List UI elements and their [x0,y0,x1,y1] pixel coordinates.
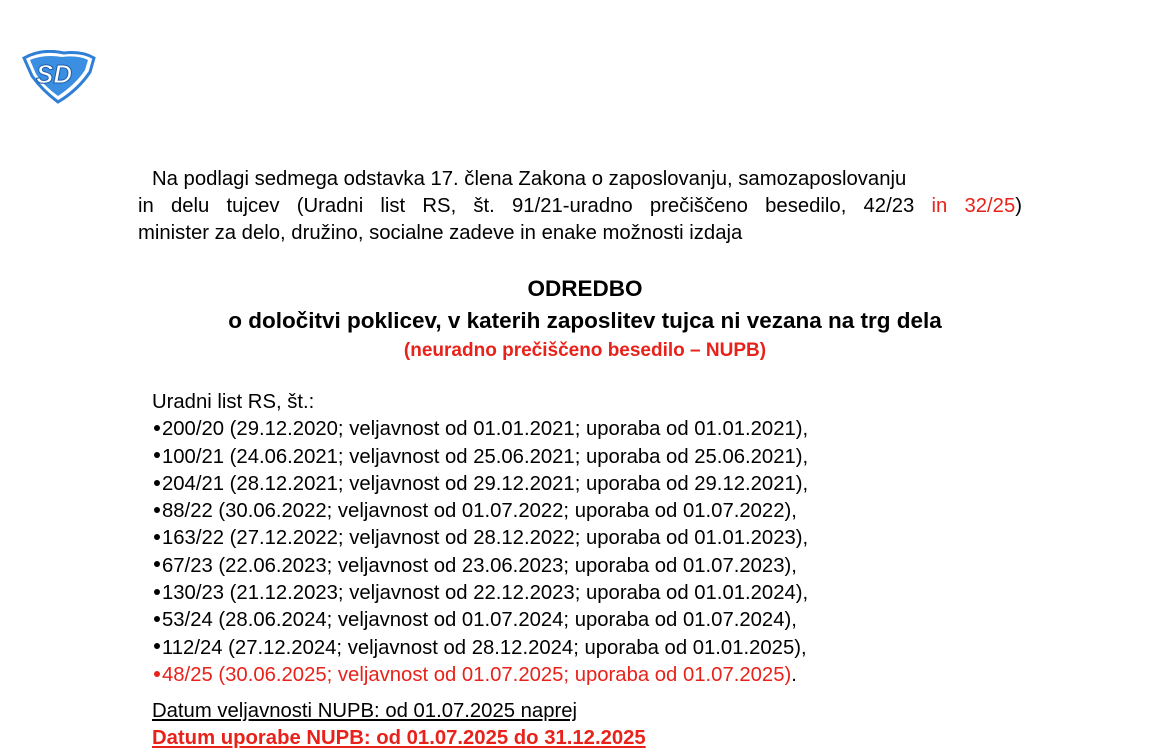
intro-amendment-ref: in 32/25 [931,195,1016,217]
intro-line-1: Na podlagi sedmega odstavka 17. člena Zakona o zaposlovanju, samozaposlovanju [152,168,907,190]
document-title-note: (neuradno prečiščeno besedilo – NUPB) [403,340,767,361]
document-title: ODREDBO [527,276,643,301]
list-item: 112/24 (27.12.2024; veljavnost od 28.12.2024; uporaba od 01.01.2025), [152,635,808,662]
list-item: 163/22 (27.12.2022; veljavnost od 28.12.2022; uporaba od 01.01.2023), [152,525,808,552]
bullet-icon [154,507,160,513]
gazette-reference-list [152,416,808,689]
intro-line-2-text: in delu tujcev (Uradni list RS, št. 91/21-uradno prečiščeno besedilo, 42/23 [138,195,932,217]
bullet-icon [154,561,160,567]
list-item: 200/20 (29.12.2020; veljavnost od 01.01.2021; uporaba od 01.01.2021), [152,416,808,443]
bullet-icon [154,616,160,622]
intro-line-2 [138,193,1022,220]
list-item-latest: 48/25 (30.06.2025; veljavnost od 01.07.2025; uporaba od 01.07.2025). [152,662,808,689]
svg-text:SD: SD [36,59,73,89]
document-subtitle: o določitvi poklicev, v katerih zaposlitev tujca ni vezana na trg dela [228,308,942,333]
bullet-icon [154,452,160,458]
bullet-icon [154,425,160,431]
bullet-icon [154,671,160,677]
bullet-icon [154,589,160,595]
list-item: 100/21 (24.06.2021; veljavnost od 25.06.2021; uporaba od 25.06.2021), [152,444,808,471]
list-item: 88/22 (30.06.2022; veljavnost od 01.07.2022; uporaba od 01.07.2022), [152,498,808,525]
gazette-references [152,389,808,689]
sd-shield-logo-icon [22,50,96,104]
document-title-block [0,273,1157,365]
bullet-icon [154,643,160,649]
nupb-dates [152,698,646,752]
list-item: 53/24 (28.06.2024; veljavnost od 01.07.2024; uporaba od 01.07.2024), [152,607,808,634]
intro-line-3: minister za delo, družino, socialne zadeve in enake možnosti izdaja [138,222,743,244]
intro-paragraph [138,166,1022,247]
bullet-icon [154,480,160,486]
gazette-references-heading: Uradni list RS, št.: [152,391,315,413]
list-item: 204/21 (28.12.2021; veljavnost od 29.12.2021; uporaba od 29.12.2021), [152,471,808,498]
nupb-use-date: Datum uporabe NUPB: od 01.07.2025 do 31.12.2025 [152,727,646,749]
nupb-validity-date: Datum veljavnosti NUPB: od 01.07.2025 naprej [152,700,578,722]
list-item: 130/23 (21.12.2023; veljavnost od 22.12.2023; uporaba od 01.01.2024), [152,580,808,607]
intro-line-2-close: ) [1015,195,1022,217]
bullet-icon [154,534,160,540]
list-item: 67/23 (22.06.2023; veljavnost od 23.06.2023; uporaba od 01.07.2023), [152,553,808,580]
